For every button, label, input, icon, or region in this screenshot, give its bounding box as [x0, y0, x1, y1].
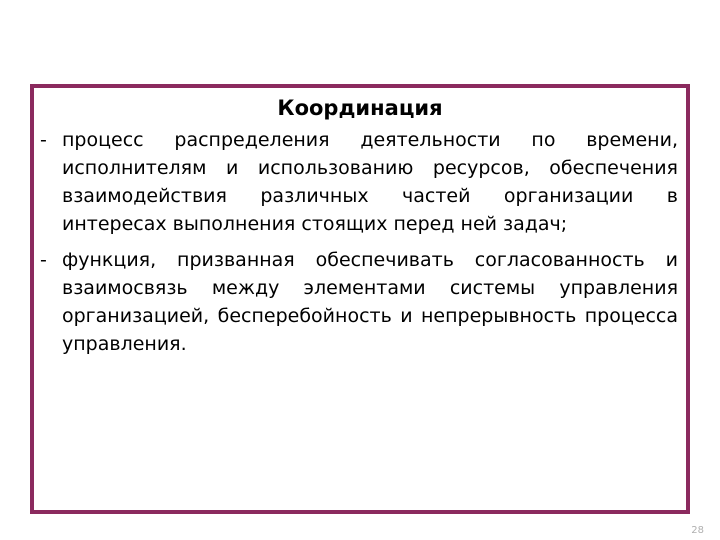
- bullet-list: [34, 126, 686, 366]
- page-number: 28: [691, 525, 704, 536]
- bullet-marker: -: [40, 129, 47, 151]
- bullet-text: функция, призванная обеспечивать согласованность и взаимосвязь между элементами системы управления организацией, бесперебойность и непрерывность процесса управления.: [62, 249, 678, 355]
- slide-title: Координация: [277, 96, 443, 120]
- slide-frame: [30, 84, 690, 514]
- bullet-marker: -: [40, 249, 47, 271]
- bullet-text: процесс распределения деятельности по времени, исполнителям и использованию ресурсов, обеспечения взаимодействия различных частей организации в интересах выполнения стоящих перед ней задач;: [62, 129, 678, 235]
- bullet-item: [34, 246, 686, 358]
- bullet-item: [34, 126, 686, 238]
